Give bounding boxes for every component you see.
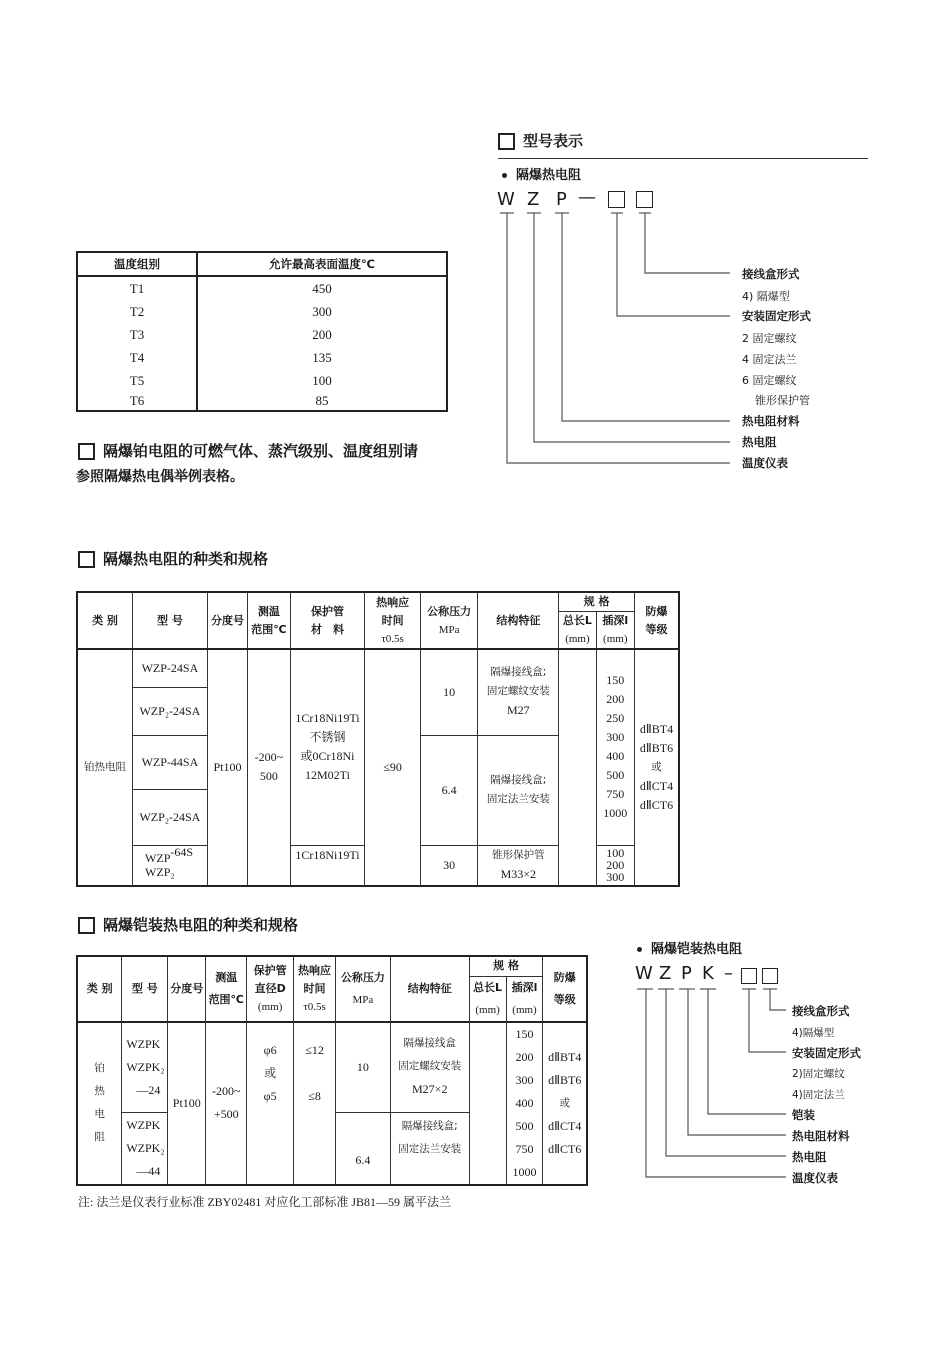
depth-value: 150 [606, 673, 625, 688]
structure-line: 隔爆接线盒; [401, 1120, 458, 1133]
explosion-grade: dⅡBT6 [639, 740, 674, 755]
header-spec: 规 格 [559, 592, 635, 612]
header-tube [290, 592, 365, 649]
depth-value: 400 [515, 1095, 534, 1110]
cell-depths [596, 649, 634, 845]
header-explosion-l1: 防爆 [645, 604, 668, 618]
response-line: ≤12 [305, 1042, 324, 1057]
label-rtd: 热电阻 [792, 1150, 827, 1164]
header-range [206, 956, 247, 1022]
header-tube-l1: 保护管 [310, 604, 344, 618]
header-range-l2: 范围℃ [208, 992, 244, 1006]
structure-line: 隔爆接线盒; [490, 774, 547, 786]
spec2-title: 隔爆铠装热电阻的种类和规格 [103, 916, 299, 934]
depth-value: 200 [606, 692, 625, 707]
header-depth [506, 976, 543, 1022]
header-explosion-l2: 等级 [553, 992, 576, 1006]
depth-value: 300 [515, 1072, 534, 1087]
header-total-length-l1: 总长L [562, 614, 592, 627]
label-mount-type: 安装固定形式 [792, 1046, 861, 1060]
table-row [77, 300, 447, 323]
table-row [77, 369, 447, 392]
depth-value: 250 [606, 711, 625, 726]
cell-range-l1: -200~ [211, 1084, 241, 1098]
depth-value: 200 [515, 1049, 534, 1064]
header-spec: 规 格 [469, 956, 543, 976]
cell-structure [478, 845, 559, 886]
checkbox-square-icon [78, 443, 95, 460]
cell-structure [478, 735, 559, 845]
header-response-l2: 时间 [303, 981, 326, 995]
cell-total-length [469, 1022, 506, 1185]
cell-structure [390, 1113, 469, 1185]
header-category: 类 别 [77, 956, 122, 1022]
code-char-z: Z [659, 963, 672, 984]
explosion-grade: dⅡBT4 [548, 1049, 582, 1064]
bullet-icon [637, 947, 642, 952]
depth-value: 1000 [512, 1164, 537, 1179]
table-row [77, 392, 447, 411]
model-suffix: -64S [170, 845, 194, 859]
header-range-l1: 测温 [215, 970, 238, 984]
response-line: ≤8 [308, 1088, 321, 1103]
cell-temp: 300 [312, 303, 332, 319]
table-header-row [77, 252, 447, 276]
depth-value: 750 [515, 1141, 534, 1156]
header-response-l1: 热响应 [376, 595, 410, 609]
tube-line: 不锈钢 [309, 730, 346, 745]
header-structure: 结构特征 [390, 956, 469, 1022]
cell-explosion-grade [634, 649, 679, 886]
cell-pressure: 10 [336, 1022, 391, 1113]
cell-range-l2: 500 [259, 769, 278, 784]
cell-response: ≤90 [365, 649, 421, 886]
cell-pressure: 6.4 [336, 1113, 391, 1185]
code-char-w: W [497, 189, 515, 210]
explosion-grade [543, 1023, 586, 1046]
spec1-title: 隔爆热电阻的种类和规格 [103, 550, 269, 568]
label-fixed-thread: 2)固定螺纹 [792, 1068, 845, 1080]
structure-line: M27×2 [412, 1082, 448, 1097]
diameter-line: φ5 [263, 1088, 277, 1103]
header-response-l1: 热响应 [298, 963, 332, 977]
cell-category [77, 1022, 122, 1185]
armored-subtitle-text: 隔爆铠装热电阻 [651, 942, 743, 957]
header-tube-l1: 保护管 [253, 963, 287, 977]
depth-value: 300 [606, 730, 625, 745]
spec1-header-row-1 [77, 592, 679, 612]
cell-tube-material [290, 649, 365, 845]
header-max-surface-temp: 允许最高表面温度℃ [197, 252, 447, 276]
header-depth-l1: 插深l [602, 614, 629, 627]
category-char: 阻 [94, 1131, 105, 1143]
explosion-grade: dⅡBT4 [639, 721, 674, 736]
header-explosion-l1: 防爆 [553, 970, 576, 984]
header-explosion-l2: 等级 [645, 622, 668, 636]
header-explosion [634, 592, 679, 649]
cell-total-length [559, 649, 596, 886]
header-total-length-l1: 总长L [473, 980, 503, 994]
cell-group: T1 [77, 276, 197, 300]
label-rtd: 热电阻 [742, 435, 777, 449]
header-total-length-l2: (mm) [565, 633, 590, 645]
model-line: —44 [136, 1163, 161, 1178]
header-range-l1: 测温 [257, 604, 280, 618]
explosion-grade: 或 [651, 760, 662, 773]
header-total-length-l2: (mm) [475, 1003, 500, 1016]
explosion-grade [543, 1161, 586, 1184]
label-junction-box: 接线盒形式 [742, 267, 800, 281]
label-temp-instrument: 温度仪表 [742, 456, 788, 470]
structure-line: M33×2 [500, 866, 537, 881]
label-explosion-type: 4) 隔爆型 [742, 290, 790, 303]
header-structure: 结构特征 [478, 592, 559, 649]
cell-group: T4 [77, 346, 197, 369]
cell-explosion-grade [543, 1022, 587, 1185]
cell-response [294, 1022, 336, 1185]
label-junction-box: 接线盒形式 [792, 1004, 850, 1018]
armored-subtitle [637, 938, 742, 957]
code-dash: – [724, 963, 733, 984]
header-pressure-l1: 公称压力 [340, 970, 385, 984]
explosion-grade: 或 [559, 1096, 570, 1109]
category-char: 电 [94, 1108, 105, 1120]
header-range [248, 592, 290, 649]
label-cone-tube: 锥形保护管 [755, 394, 810, 407]
cell-temp: 100 [312, 372, 332, 388]
cell-model: WZP-44SA [133, 735, 208, 789]
footnote: 注: 法兰是仪表行业标准 ZBY02481 对应化工部标准 JB81—59 属平法兰 [78, 1195, 452, 1209]
table-row [77, 1022, 587, 1113]
cell-pressure: 30 [420, 845, 478, 886]
label-rtd-material: 热电阻材料 [742, 414, 800, 428]
cell-group: T3 [77, 323, 197, 346]
depth-value: 150 [515, 1026, 534, 1041]
cell-range-l2: +500 [213, 1107, 239, 1121]
armored-rtd-spec-table [76, 955, 588, 1186]
note-line-1: 隔爆铂电阻的可燃气体、蒸汽级别、温度组别请 [103, 442, 419, 460]
label-fixed-flange: 4)固定法兰 [792, 1089, 845, 1101]
code-dash: — [578, 187, 596, 208]
code-char-p: P [556, 189, 567, 210]
cell-temp: 85 [315, 393, 329, 408]
header-depth-l2: (mm) [512, 1003, 537, 1016]
header-tube-l2: 材 料 [310, 622, 344, 636]
structure-line: 固定螺纹安装 [486, 685, 550, 698]
note-heading [78, 440, 418, 461]
explosion-grade: dⅡCT6 [639, 797, 674, 812]
model-line: WZPK [126, 1117, 161, 1132]
header-response-l2: 时间 [381, 613, 404, 627]
cell-model [133, 845, 208, 886]
header-pressure-l2: MPa [352, 993, 374, 1006]
cell-temp: 135 [312, 349, 332, 365]
header-division: 分度号 [168, 956, 206, 1022]
model-section-title: 型号表示 [523, 132, 584, 150]
header-response [294, 956, 336, 1022]
header-depth-l1: 插深l [511, 980, 538, 994]
diameter-line: 或 [264, 1065, 277, 1080]
header-pressure [420, 592, 478, 649]
structure-line: 固定螺纹安装 [398, 1060, 462, 1073]
header-tube-l3: (mm) [257, 1000, 283, 1013]
spec2-header-row-1 [77, 956, 587, 976]
rtd-spec-table [76, 591, 680, 887]
explosion-grade: dⅡCT4 [639, 778, 674, 793]
model-subtitle-text: 隔爆热电阻 [516, 168, 582, 183]
header-temp-group: 温度组别 [77, 252, 197, 276]
cell-group: T2 [77, 300, 197, 323]
explosion-grade: dⅡCT6 [548, 1141, 582, 1156]
structure-line: 隔爆接线盒; [490, 666, 547, 679]
label-fixed-flange: 4 固定法兰 [742, 353, 797, 366]
cell-model [122, 1022, 168, 1113]
cell-temp: 200 [312, 326, 332, 342]
spec2-heading [78, 914, 298, 935]
table-row [77, 276, 447, 300]
header-model: 型 号 [133, 592, 208, 649]
label-fixed-thread-6: 6 固定螺纹 [742, 374, 797, 387]
header-tube-l2: 直径D [254, 981, 286, 995]
category-char: 铂 [94, 1062, 105, 1074]
depth-value: 1000 [603, 806, 628, 821]
header-total-length [469, 976, 506, 1022]
header-pressure [336, 956, 391, 1022]
category-char: 热 [94, 1085, 105, 1097]
label-armored: 铠装 [792, 1108, 815, 1122]
header-category: 类 别 [77, 592, 133, 649]
model-line: WZPK₂ [126, 1140, 165, 1155]
cell-division: Pt100 [168, 1022, 206, 1185]
cell-range-l1: -200~ [254, 750, 284, 765]
table-row [77, 346, 447, 369]
depth-value: 400 [606, 749, 625, 764]
cell-model: WZP₂-24SA [133, 789, 208, 845]
cell-group: T6 [77, 392, 197, 411]
label-mount-type: 安装固定形式 [742, 309, 811, 323]
structure-line: 固定法兰安装 [486, 793, 550, 805]
header-pressure-l2: MPa [438, 623, 460, 636]
model-line: WZP [145, 851, 171, 865]
model-line: WZP₂ [145, 865, 175, 879]
cell-division: Pt100 [207, 649, 247, 886]
header-depth-l2: (mm) [603, 633, 628, 645]
depth-value: 500 [606, 768, 625, 783]
header-total-length [559, 612, 596, 650]
depth-value: 300 [606, 870, 625, 884]
cell-tube-material: 1Cr18Ni19Ti [290, 845, 365, 886]
code-char-w: W [635, 963, 653, 984]
diameter-line: φ6 [263, 1042, 277, 1057]
table-row [77, 323, 447, 346]
label-rtd-material: 热电阻材料 [792, 1129, 850, 1143]
depth-value: 200 [606, 858, 625, 872]
structure-line: 锥形保护管 [492, 848, 545, 861]
label-temp-instrument: 温度仪表 [792, 1171, 838, 1185]
code-placeholder-box-2 [762, 968, 778, 984]
header-response-l3: τ0.5s [303, 1000, 326, 1013]
code-char-p: P [681, 963, 692, 984]
header-explosion [543, 956, 587, 1022]
spec1-heading [78, 548, 268, 569]
explosion-grade: dⅡCT4 [548, 1118, 582, 1133]
depth-value: 750 [606, 787, 625, 802]
cell-range [248, 649, 290, 886]
model-line: WZPK₂ [126, 1059, 165, 1074]
cell-temp: 450 [312, 280, 332, 296]
header-depth [596, 612, 634, 650]
structure-line: 固定法兰安装 [398, 1143, 462, 1156]
tube-line: 1Cr18Ni19Ti [295, 711, 360, 726]
cell-depths [506, 1022, 543, 1185]
cell-range [206, 1022, 247, 1185]
model-line: —24 [136, 1082, 161, 1097]
depth-value: 500 [515, 1118, 534, 1133]
label-fixed-thread: 2 固定螺纹 [742, 332, 797, 345]
note-line-2: 参照隔爆热电偶举例表格。 [76, 469, 244, 485]
code-placeholder-box-1 [741, 968, 757, 984]
cell-structure [478, 649, 559, 735]
checkbox-square-icon [78, 917, 95, 934]
header-response-l3: τ0.5s [381, 632, 404, 645]
model-line: WZPK [126, 1036, 161, 1051]
code-char-z: Z [527, 189, 540, 210]
cell-category: 铂热电阻 [77, 649, 133, 886]
cell-diameter [247, 1022, 294, 1185]
temperature-group-table [76, 251, 448, 412]
depth-value: 100 [606, 846, 625, 860]
header-response [365, 592, 421, 649]
checkbox-square-icon [78, 551, 95, 568]
header-division: 分度号 [207, 592, 247, 649]
table-row [77, 649, 679, 687]
cell-model: WZP-24SA [133, 649, 208, 687]
code-char-k: K [702, 963, 714, 984]
explosion-grade: dⅡBT6 [548, 1072, 582, 1087]
cell-model: WZP₂-24SA [133, 687, 208, 735]
cell-structure [390, 1022, 469, 1113]
cell-group: T5 [77, 369, 197, 392]
cell-depths [596, 845, 634, 886]
tube-line: 12M02Ti [305, 768, 350, 783]
header-tube [247, 956, 294, 1022]
cell-model [122, 1113, 168, 1185]
cell-pressure: 6.4 [420, 735, 478, 845]
cell-pressure: 10 [420, 649, 478, 735]
structure-line: 隔爆接线盒 [403, 1037, 456, 1050]
header-range-l2: 范围℃ [251, 622, 287, 636]
header-pressure-l1: 公称压力 [427, 604, 472, 618]
label-explosion-type: 4)隔爆型 [792, 1027, 835, 1039]
structure-line: M27 [507, 703, 530, 718]
tube-line: 或0Cr18Ni [300, 749, 355, 764]
header-model: 型 号 [122, 956, 168, 1022]
